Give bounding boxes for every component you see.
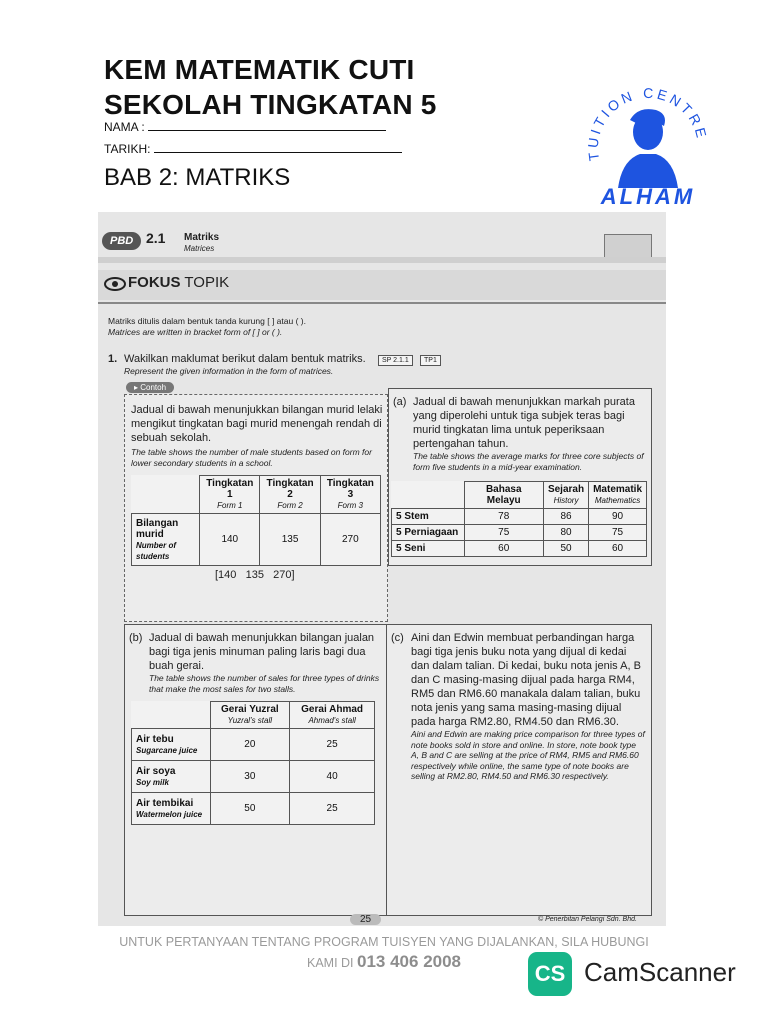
- part-b-table: [131, 701, 375, 825]
- part-b-text-en: The table shows the number of sales for three types of drinks that make the most sales for two stalls.: [149, 673, 380, 694]
- topik-word: TOPIK: [184, 274, 230, 291]
- part-a-cell: 78: [464, 509, 543, 525]
- part-a-cell: 86: [543, 509, 588, 525]
- example-table: [131, 475, 381, 566]
- part-b-row-label: Air tembikai Watermelon juice: [132, 793, 211, 825]
- nama-label: NAMA :: [104, 120, 145, 134]
- part-a-box: [388, 388, 652, 566]
- logo-name: ALHAM: [600, 184, 696, 209]
- footer-prefix: KAMI DI: [306, 956, 354, 970]
- fokus-topik-heading: [128, 274, 229, 291]
- header-rule: [98, 257, 666, 263]
- camscanner-watermark-text: CamScanner: [584, 957, 736, 987]
- part-a-row-label: 5 Perniagaan: [392, 525, 465, 541]
- fokus-word: FOKUS: [128, 274, 181, 291]
- part-b-cell: 40: [290, 761, 375, 793]
- part-a-cell: 75: [589, 525, 647, 541]
- example-cell: 270: [320, 514, 380, 566]
- example-row-label: Bilangan murid Number of students: [132, 514, 200, 566]
- question-text-en: Represent the given information in the form of matrices.: [124, 366, 334, 376]
- part-a-cell: 60: [464, 541, 543, 557]
- section-title: Matriks: [184, 232, 220, 243]
- part-b-label: (b): [129, 632, 143, 644]
- logo-ring-text: TUITION CENTRE: [584, 84, 711, 162]
- part-b-cell: 25: [290, 729, 375, 761]
- title-line-2: SEKOLAH TINGKATAN 5: [104, 89, 437, 120]
- part-a-header-1: Bahasa Melayu: [464, 482, 543, 509]
- person-icon: [618, 109, 678, 188]
- nama-blank-line: [148, 120, 386, 131]
- part-b-cell: 50: [210, 793, 290, 825]
- part-a-text-en: The table shows the average marks for three core subjects of form five students in a mid-year examination.: [413, 451, 644, 472]
- part-a-header-2: Sejarah History: [543, 482, 588, 509]
- part-c-label: (c): [391, 632, 404, 644]
- intro-text: [108, 316, 408, 337]
- question-text-ms: Wakilkan maklumat berikut dalam bentuk matriks.: [124, 353, 366, 365]
- title-line-1: KEM MATEMATIK CUTI: [104, 54, 415, 85]
- example-cell: 140: [200, 514, 260, 566]
- intro-en: Matrices are written in bracket form of [ ] or ( ).: [108, 326, 283, 337]
- nama-field: [104, 120, 386, 134]
- example-text-ms: Jadual di bawah menunjukkan bilangan murid lelaki mengikut tingkatan bagi murid menengah rendah di sebuah sekolah.: [131, 404, 383, 444]
- example-box: [124, 394, 388, 622]
- section-title-en: Matrices: [184, 244, 215, 253]
- part-c-text-en: Aini and Edwin are making price comparison for three types of note books sold in store and online. In store, note book type A, B and C are selling at the price of RM4, RM5 and RM6.60 respectively while online, the same type of note books are selling at RM2.80, RM4.50 and RM6.30 respectively.: [411, 729, 645, 781]
- example-header-3: Tingkatan 3 Form 3: [320, 476, 380, 514]
- page-number: 25: [350, 914, 381, 925]
- example-cell: 135: [260, 514, 320, 566]
- part-a-row-label: 5 Stem: [392, 509, 465, 525]
- example-header-2: Tingkatan 2 Form 2: [260, 476, 320, 514]
- part-c-text-ms: Aini dan Edwin membuat perbandingan harga bagi tiga jenis buku nota yang dijual di kedai dan dalam talian. Di kedai, buku nota jenis A, B dan C masing-masing dijual pada harga RM4, RM5 dan RM6.60 manakala dalam talian, buku nota jenis yang sama masing-masing dijual pada harga RM2.80, RM4.50 dan RM6.30.: [411, 632, 641, 728]
- chapter-heading: BAB 2: MATRIKS: [104, 164, 291, 191]
- eye-icon: [104, 276, 126, 292]
- part-a-cell: 90: [589, 509, 647, 525]
- camscanner-logo-icon: CS: [528, 952, 572, 996]
- document-title: [104, 52, 437, 122]
- part-b-row-label: Air tebu Sugarcane juice: [132, 729, 211, 761]
- part-a-text-ms: Jadual di bawah menunjukkan markah purata yang diperolehi untuk tiga subjek teras bagi murid tingkatan lima untuk peperiksaan pertengahan tahun.: [413, 396, 635, 450]
- tarikh-blank-line: [154, 142, 402, 153]
- part-c-box: [386, 624, 652, 916]
- part-b-cell: 20: [210, 729, 290, 761]
- part-b-row-label: Air soya Soy milk: [132, 761, 211, 793]
- fokus-rule: [98, 302, 666, 304]
- contoh-badge: ▸ Contoh: [126, 382, 174, 393]
- scanned-workbook-page: [98, 212, 666, 926]
- question-number: 1.: [108, 353, 118, 365]
- section-number: 2.1: [146, 230, 166, 246]
- part-b-header-2: Gerai Ahmad Ahmad's stall: [290, 702, 375, 729]
- example-answer-matrix: [140 135 270]: [215, 569, 295, 581]
- part-a-label: (a): [393, 396, 407, 408]
- part-b-text-ms: Jadual di bawah menunjukkan bilangan jualan bagi tiga jenis minuman paling laris bagi dua buah gerai.: [149, 632, 375, 672]
- publisher-credit: © Penerbitan Pelangi Sdn. Bhd.: [538, 916, 637, 923]
- part-b-cell: 30: [210, 761, 290, 793]
- part-b-cell: 25: [290, 793, 375, 825]
- part-a-cell: 60: [589, 541, 647, 557]
- tarikh-label: TARIKH:: [104, 142, 151, 156]
- part-a-table: [391, 481, 647, 557]
- tarikh-field: [104, 142, 402, 156]
- example-text-en: The table shows the number of male students based on form for lower secondary students in a school.: [131, 447, 372, 468]
- part-a-row-label: 5 Seni: [392, 541, 465, 557]
- tag-sp: SP 2.1.1: [378, 355, 413, 366]
- part-a-cell: 50: [543, 541, 588, 557]
- part-a-cell: 80: [543, 525, 588, 541]
- tag-tp: TP1: [420, 355, 441, 366]
- part-a-header-3: Matematik Mathematics: [589, 482, 647, 509]
- footer-line-1: UNTUK PERTANYAAN TENTANG PROGRAM TUISYEN YANG DIJALANKAN, SILA HUBUNGI: [119, 935, 649, 949]
- alham-tuition-logo: [578, 76, 718, 216]
- example-header-1: Tingkatan 1 Form 1: [200, 476, 260, 514]
- phone-number: 013 406 2008: [357, 952, 462, 971]
- intro-ms: Matriks ditulis dalam bentuk tanda kurung [ ] atau ( ).: [108, 316, 306, 326]
- part-b-header-1: Gerai Yuzral Yuzral's stall: [210, 702, 290, 729]
- part-b-box: [124, 624, 388, 916]
- pbd-badge: PBD: [102, 232, 141, 250]
- part-a-cell: 75: [464, 525, 543, 541]
- contoh-label: Contoh: [140, 383, 167, 392]
